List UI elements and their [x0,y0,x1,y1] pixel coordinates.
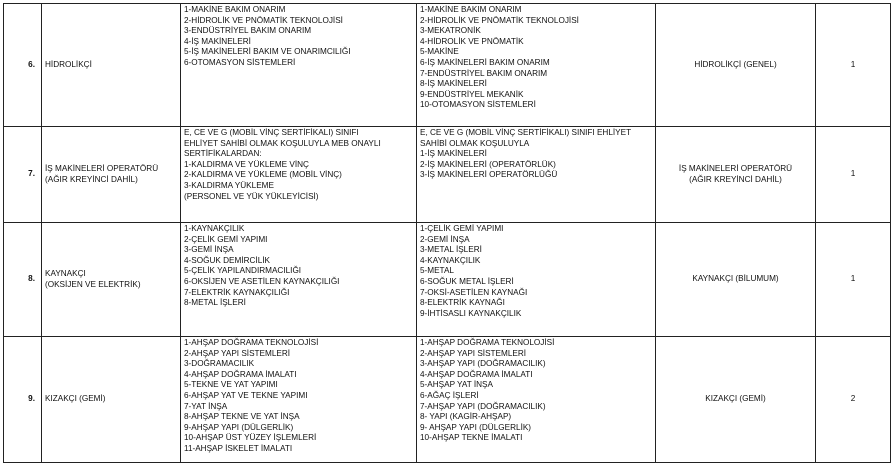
list-line: 5-METAL [420,266,454,276]
list-line: 1-MAKİNE BAKIM ONARIM [184,5,286,14]
position-count: 1 [816,4,891,127]
list-line: 9- AHŞAP YAPI (DÜLGERLİK) [420,422,532,432]
position-title [656,4,816,127]
list-line: 4-SOĞUK DEMİRCİLİK [184,255,270,265]
list-line: 5-TEKNE VE YAT YAPIMI [184,380,278,390]
position-title [656,223,816,337]
list-line: 3-KALDIRMA YÜKLEME [184,180,274,190]
list-line: 5-AHŞAP YAT İNŞA [420,380,493,390]
required-programs-list [181,337,417,463]
list-line: 8- YAPI (KAGİR-AHŞAP) [420,412,512,422]
list-line: HİDROLİKÇİ (GENEL) [694,59,777,69]
row-number: 7. [4,127,42,223]
position-count: 1 [816,127,891,223]
required-programs-list [181,223,417,337]
list-line: E, CE VE G (MOBİL VİNÇ SERTİFİKALI) SINIFI [184,128,359,137]
list-line: 6-SOĞUK METAL İŞLERİ [420,276,514,286]
list-line: 2-ÇELİK GEMİ YAPIMI [184,234,268,244]
list-line: KAYNAKÇI [45,268,86,278]
list-line: 8-ELEKTRİK KAYNAĞI [420,298,505,308]
list-line: 3-ENDÜSTRİYEL BAKIM ONARIM [184,26,312,36]
list-line: 4-İŞ MAKİNELERİ [184,36,251,46]
list-line: 2-KALDIRMA VE YÜKLEME (MOBİL VİNÇ) [184,170,342,180]
list-line: 2-GEMİ İNŞA [420,234,470,244]
list-line: 3-METAL İŞLERİ [420,245,482,255]
list-line: (AĞIR KREYİNCİ DAHİL) [45,174,138,184]
position-name [42,223,181,337]
list-line: 2-İŞ MAKİNELERİ (OPERATÖRLÜK) [420,159,556,169]
required-programs-list [181,4,417,127]
list-line: 7-OKSİ-ASETİLEN KAYNAĞI [420,287,528,297]
list-line: 11-AHŞAP İSKELET İMALATI [184,443,293,453]
list-line: 4-AHŞAP DOĞRAMA İMALATI [184,369,297,379]
list-line: 6-OKSİJEN VE ASETİLEN KAYNAKÇILIĞI [184,276,340,286]
list-line: İŞ MAKİNELERİ OPERATÖRÜ [678,163,793,173]
list-line: 1-MAKİNE BAKIM ONARIM [420,5,522,14]
list-line: 4-KAYNAKÇILIK [420,255,481,265]
list-line: 6-OTOMASYON SİSTEMLERİ [184,57,296,67]
list-line: 3-İŞ MAKİNELERİ OPERATÖRLÜĞÜ [420,170,558,180]
position-title [656,337,816,463]
list-line: 5-İŞ MAKİNELERİ BAKIM VE ONARIMCILIĞI [184,47,351,57]
alternative-programs-list [417,4,656,127]
list-line: E, CE VE G (MOBİL VİNÇ SERTİFİKALI) SINIFI EHLİYET [420,128,632,137]
position-name [42,127,181,223]
position-name [42,337,181,463]
alternative-programs-list [417,127,656,223]
list-line: 1-İŞ MAKİNELERİ [420,149,487,159]
list-line: 10-OTOMASYON SİSTEMLERİ [420,100,536,110]
list-line: 7-YAT İNŞA [184,401,228,411]
table-row [4,337,891,463]
list-line: 2-AHŞAP YAPI SİSTEMLERİ [184,348,291,358]
required-programs-list [181,127,417,223]
list-line: 10-AHŞAP ÜST YÜZEY İŞLEMLERİ [184,433,317,443]
table-row [4,223,891,337]
row-number: 6. [4,4,42,127]
row-number: 8. [4,223,42,337]
list-line: 2-AHŞAP YAPI SİSTEMLERİ [420,348,527,358]
list-line: 5-MAKİNE [420,47,459,57]
list-line: 9-İHTİSASLI KAYNAKÇILIK [420,308,522,318]
list-line: 1-KALDIRMA VE YÜKLEME VİNÇ [184,159,309,169]
list-line: 10-AHŞAP TEKNE İMALATI [420,433,523,443]
list-line: HİDROLİKÇİ [45,59,92,69]
list-line: 3-GEMİ İNŞA [184,245,234,255]
list-line: EHLİYET SAHİBİ OLMAK KOŞULUYLA MEB ONAYLI [184,138,381,148]
list-line: 3-AHŞAP YAPI (DOĞRAMACILIK) [420,359,546,369]
table-row [4,127,891,223]
list-line: 8-İŞ MAKİNELERİ [420,79,487,89]
list-line: 1-AHŞAP DOĞRAMA TEKNOLOJİSİ [184,338,319,347]
list-line: KIZAKÇI (GEMİ) [705,394,766,404]
list-line: 5-ÇELİK YAPILANDIRMACILIĞI [184,266,302,276]
list-line: 3-MEKATRONİK [420,26,481,36]
table-body [4,4,891,463]
list-line: SAHİBİ OLMAK KOŞULUYLA [420,138,530,148]
list-line: KAYNAKÇI (BİLUMUM) [692,274,779,284]
table-row [4,4,891,127]
list-line: KIZAKÇI (GEMİ) [45,394,106,404]
list-line: 1-ÇELİK GEMİ YAPIMI [420,224,504,233]
list-line: 1-AHŞAP DOĞRAMA TEKNOLOJİSİ [420,338,555,347]
positions-table [3,3,891,463]
list-line: 7-ELEKTRİK KAYNAKÇILIĞI [184,287,290,297]
list-line: (AĞIR KREYİNCİ DAHİL) [689,174,782,184]
list-line: İŞ MAKİNELERİ OPERATÖRÜ [45,163,159,173]
list-line: 7-ENDÜSTRİYEL BAKIM ONARIM [420,68,548,78]
list-line: 4-AHŞAP DOĞRAMA İMALATI [420,369,533,379]
list-line: 2-HİDROLİK VE PNÖMATİK TEKNOLOJİSİ [184,15,343,25]
list-line: 4-HİDROLİK VE PNÖMATİK [420,36,524,46]
list-line: 6-AĞAÇ İŞLERİ [420,390,479,400]
list-line: 9-ENDÜSTRİYEL MEKANİK [420,89,524,99]
position-count: 1 [816,223,891,337]
list-line: SERTİFİKALARDAN: [184,149,262,159]
list-line: (OKSİJEN VE ELEKTRİK) [45,279,141,289]
list-line: 8-METAL İŞLERİ [184,298,246,308]
list-line: 8-AHŞAP TEKNE VE YAT İNŞA [184,412,300,422]
position-title [656,127,816,223]
row-number: 9. [4,337,42,463]
list-line: 6-AHŞAP YAT VE TEKNE YAPIMI [184,390,308,400]
list-line: (PERSONEL VE YÜK YÜKLEYİCİSİ) [184,191,319,201]
position-count: 2 [816,337,891,463]
alternative-programs-list [417,337,656,463]
list-line: 6-İŞ MAKİNELERİ BAKIM ONARIM [420,57,550,67]
list-line: 1-KAYNAKÇILIK [184,224,245,233]
position-name [42,4,181,127]
list-line: 9-AHŞAP YAPI (DÜLGERLİK) [184,422,294,432]
alternative-programs-list [417,223,656,337]
list-line: 3-DOĞRAMACILIK [184,359,255,369]
list-line: 2-HİDROLİK VE PNÖMATİK TEKNOLOJİSİ [420,15,579,25]
list-line: 7-AHŞAP YAPI (DOĞRAMACILIK) [420,401,546,411]
